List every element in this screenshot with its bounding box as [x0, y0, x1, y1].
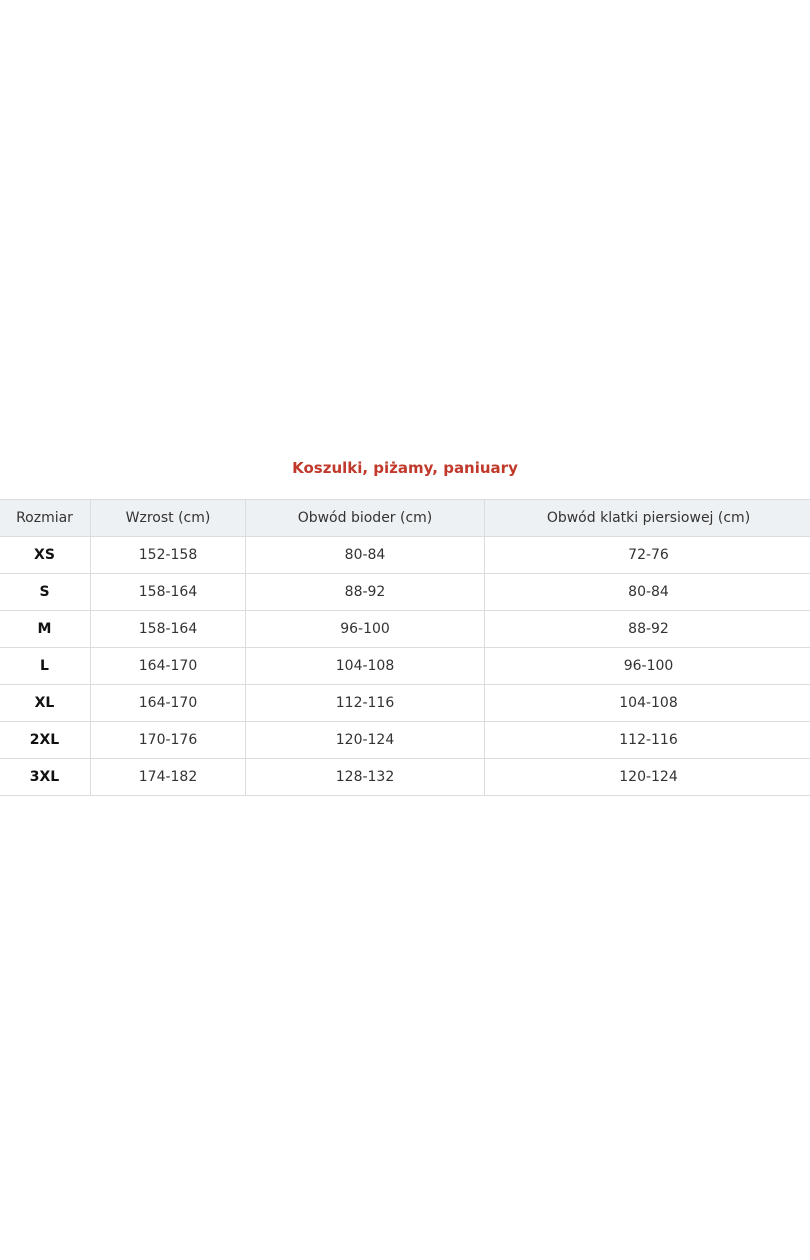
- chest-cell: 88-92: [485, 611, 810, 648]
- chest-cell: 112-116: [485, 722, 810, 759]
- chest-cell: 120-124: [485, 759, 810, 796]
- hip-cell: 80-84: [246, 537, 485, 574]
- height-cell: 164-170: [91, 648, 246, 685]
- size-table: [0, 499, 810, 796]
- chest-cell: 104-108: [485, 685, 810, 722]
- hip-cell: 96-100: [246, 611, 485, 648]
- chest-cell: 80-84: [485, 574, 810, 611]
- height-cell: 164-170: [91, 685, 246, 722]
- height-cell: 152-158: [91, 537, 246, 574]
- hip-cell: 120-124: [246, 722, 485, 759]
- chest-cell: 96-100: [485, 648, 810, 685]
- hip-cell: 104-108: [246, 648, 485, 685]
- size-cell: M: [0, 611, 91, 648]
- size-cell: L: [0, 648, 91, 685]
- table-row: [0, 648, 810, 685]
- table-row: [0, 537, 810, 574]
- table-header-row: [0, 500, 810, 537]
- size-cell: 3XL: [0, 759, 91, 796]
- hip-cell: 128-132: [246, 759, 485, 796]
- size-cell: XL: [0, 685, 91, 722]
- size-cell: S: [0, 574, 91, 611]
- size-cell: XS: [0, 537, 91, 574]
- header-chest: Obwód klatki piersiowej (cm): [485, 500, 810, 537]
- header-height: Wzrost (cm): [91, 500, 246, 537]
- table-row: [0, 722, 810, 759]
- header-size: Rozmiar: [0, 500, 91, 537]
- table-row: [0, 574, 810, 611]
- height-cell: 170-176: [91, 722, 246, 759]
- table-row: [0, 685, 810, 722]
- hip-cell: 88-92: [246, 574, 485, 611]
- size-cell: 2XL: [0, 722, 91, 759]
- table-row: [0, 759, 810, 796]
- height-cell: 158-164: [91, 611, 246, 648]
- height-cell: 174-182: [91, 759, 246, 796]
- height-cell: 158-164: [91, 574, 246, 611]
- hip-cell: 112-116: [246, 685, 485, 722]
- chest-cell: 72-76: [485, 537, 810, 574]
- header-hip: Obwód bioder (cm): [246, 500, 485, 537]
- table-row: [0, 611, 810, 648]
- page-title: Koszulki, piżamy, paniuary: [292, 459, 518, 477]
